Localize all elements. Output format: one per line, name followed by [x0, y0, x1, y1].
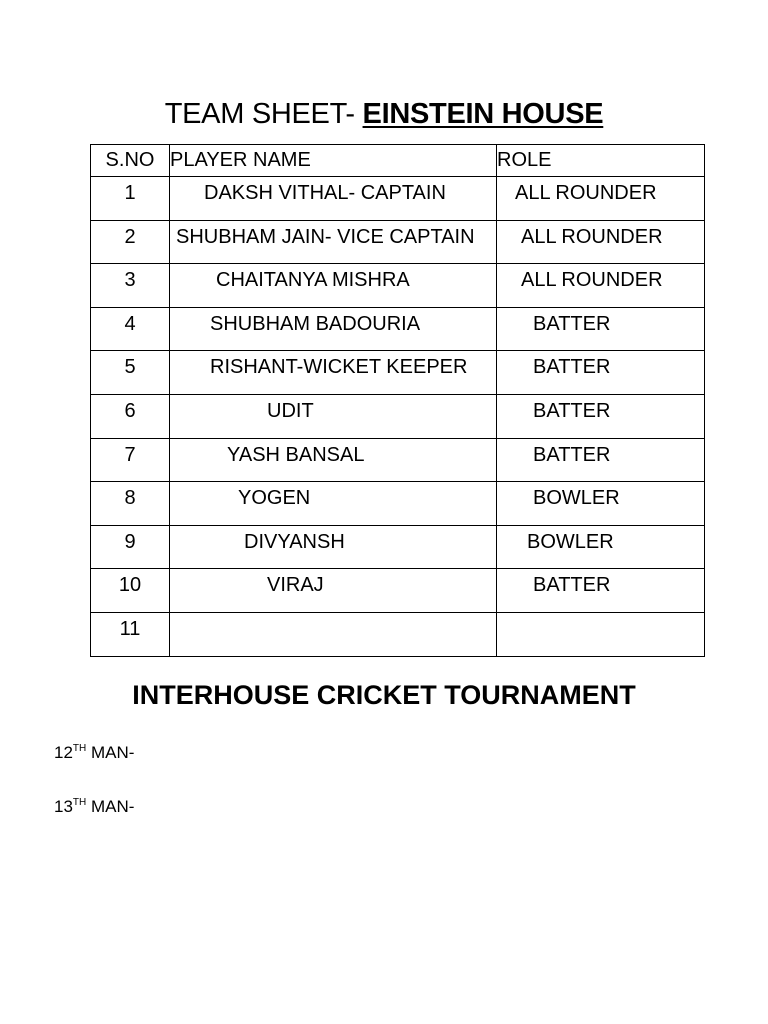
- player-name: YOGEN: [170, 482, 497, 526]
- player-number: 9: [91, 525, 170, 569]
- player-name: VIRAJ: [170, 569, 497, 613]
- player-role: ALL ROUNDER: [497, 264, 705, 308]
- player-name: SHUBHAM BADOURIA: [170, 307, 497, 351]
- header-role: ROLE: [497, 145, 705, 177]
- table-row: [91, 482, 705, 526]
- table-header-row: [91, 145, 705, 177]
- player-name: DIVYANSH: [170, 525, 497, 569]
- thirteenth-man-number: 13: [54, 797, 73, 816]
- player-number: 5: [91, 351, 170, 395]
- thirteenth-man-suffix: TH: [72, 797, 87, 808]
- player-role: BATTER: [497, 438, 705, 482]
- player-role: ALL ROUNDER: [497, 177, 705, 221]
- table-row: [91, 394, 705, 438]
- player-role: ALL ROUNDER: [497, 220, 705, 264]
- twelfth-man-label: MAN-: [86, 743, 135, 762]
- table-row: [91, 351, 705, 395]
- player-number: 2: [91, 220, 170, 264]
- house-name: EINSTEIN HOUSE: [362, 98, 604, 130]
- player-role: BATTER: [497, 394, 705, 438]
- player-role: BATTER: [497, 351, 705, 395]
- player-name: RISHANT-WICKET KEEPER: [170, 351, 497, 395]
- player-name: YASH BANSAL: [170, 438, 497, 482]
- player-number: 8: [91, 482, 170, 526]
- player-number: 11: [91, 612, 170, 656]
- header-sno: S.NO: [91, 145, 170, 177]
- page-title: [0, 98, 768, 131]
- table-row: [91, 177, 705, 221]
- player-name: CHAITANYA MISHRA: [170, 264, 497, 308]
- player-number: 4: [91, 307, 170, 351]
- table-row: [91, 438, 705, 482]
- table-row: [91, 307, 705, 351]
- player-name: [170, 612, 497, 656]
- player-name: DAKSH VITHAL- CAPTAIN: [170, 177, 497, 221]
- player-role: [497, 612, 705, 656]
- table-row: [91, 264, 705, 308]
- player-name: UDIT: [170, 394, 497, 438]
- thirteenth-man-line: [54, 797, 134, 817]
- team-sheet-table: [90, 144, 705, 657]
- table-row: [91, 612, 705, 656]
- player-number: 10: [91, 569, 170, 613]
- twelfth-man-suffix: TH: [72, 743, 87, 754]
- table-row: [91, 220, 705, 264]
- table-row: [91, 525, 705, 569]
- header-player-name: PLAYER NAME: [170, 145, 497, 177]
- player-number: 1: [91, 177, 170, 221]
- player-role: BOWLER: [497, 482, 705, 526]
- twelfth-man-line: [54, 743, 134, 763]
- player-role: BOWLER: [497, 525, 705, 569]
- thirteenth-man-label: MAN-: [86, 797, 135, 816]
- player-number: 3: [91, 264, 170, 308]
- player-number: 6: [91, 394, 170, 438]
- player-number: 7: [91, 438, 170, 482]
- player-role: BATTER: [497, 569, 705, 613]
- tournament-title: INTERHOUSE CRICKET TOURNAMENT: [132, 680, 636, 710]
- twelfth-man-number: 12: [54, 743, 73, 762]
- title-prefix: TEAM SHEET-: [164, 98, 363, 130]
- player-name: SHUBHAM JAIN- VICE CAPTAIN: [170, 220, 497, 264]
- table-row: [91, 569, 705, 613]
- player-role: BATTER: [497, 307, 705, 351]
